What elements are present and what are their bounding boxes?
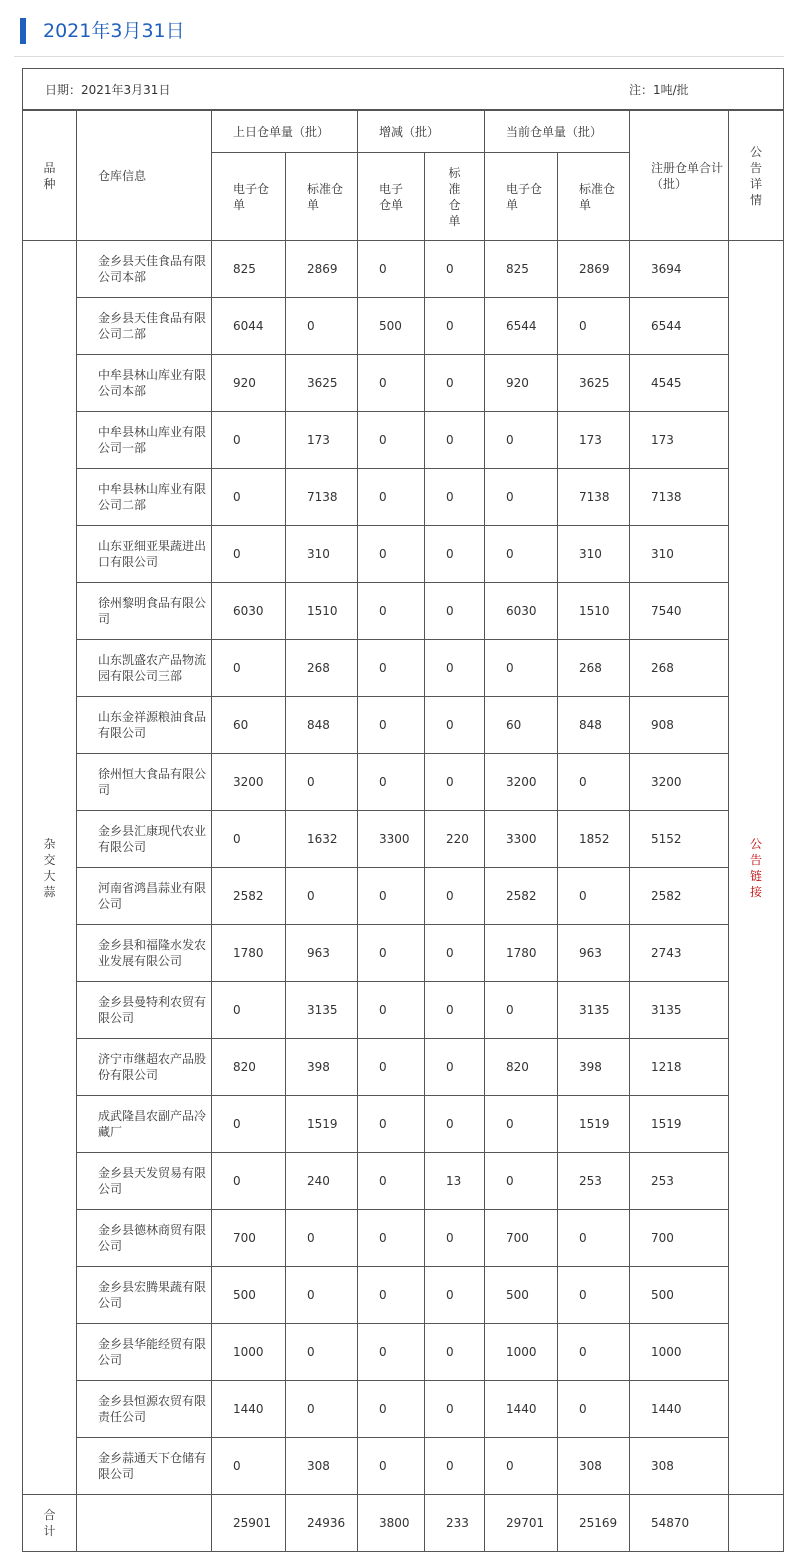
change-standard-cell: 0 xyxy=(425,868,485,925)
date-label: 日期：2021年3月31日 xyxy=(45,83,171,97)
prev-electronic-cell: 0 xyxy=(212,1096,286,1153)
prev-electronic-cell: 0 xyxy=(212,1438,286,1495)
change-electronic-cell: 0 xyxy=(358,868,425,925)
registered-total-cell: 1000 xyxy=(630,1324,729,1381)
prev-electronic-cell: 825 xyxy=(212,241,286,298)
change-standard-cell: 0 xyxy=(425,754,485,811)
registered-total-cell: 5152 xyxy=(630,811,729,868)
change-electronic-cell: 0 xyxy=(358,412,425,469)
warehouse-receipt-table xyxy=(22,68,784,1552)
current-standard-cell: 7138 xyxy=(558,469,630,526)
registered-total-cell: 3200 xyxy=(630,754,729,811)
prev-standard-cell: 308 xyxy=(286,1438,358,1495)
registered-total-cell: 4545 xyxy=(630,355,729,412)
warehouse-name: 徐州恒大食品有限公司 xyxy=(77,754,212,811)
date-row xyxy=(23,69,784,111)
current-electronic-cell: 500 xyxy=(485,1267,558,1324)
table-row xyxy=(23,355,784,412)
change-standard-cell: 0 xyxy=(425,355,485,412)
totals-warehouse-blank xyxy=(77,1495,212,1552)
change-electronic-cell: 0 xyxy=(358,754,425,811)
header-variety: 品种 xyxy=(23,111,77,241)
header-prev: 上日仓单量（批） xyxy=(212,111,358,153)
change-standard-cell: 0 xyxy=(425,1324,485,1381)
header-change-electronic: 电子仓单 xyxy=(358,153,425,241)
table-row xyxy=(23,811,784,868)
table-row xyxy=(23,241,784,298)
current-electronic-cell: 0 xyxy=(485,1438,558,1495)
current-standard-cell: 398 xyxy=(558,1039,630,1096)
total-change-standard-cell: 233 xyxy=(425,1495,485,1552)
change-electronic-cell: 0 xyxy=(358,1267,425,1324)
current-standard-cell: 253 xyxy=(558,1153,630,1210)
current-electronic-cell: 0 xyxy=(485,526,558,583)
warehouse-name: 成武隆昌农副产品冷藏厂 xyxy=(77,1096,212,1153)
table-row xyxy=(23,982,784,1039)
current-electronic-cell: 1440 xyxy=(485,1381,558,1438)
current-standard-cell: 0 xyxy=(558,754,630,811)
current-standard-cell: 1510 xyxy=(558,583,630,640)
header-accent-bar xyxy=(20,18,26,44)
prev-standard-cell: 173 xyxy=(286,412,358,469)
warehouse-name: 金乡县恒源农贸有限责任公司 xyxy=(77,1381,212,1438)
warehouse-name: 金乡县汇康现代农业有限公司 xyxy=(77,811,212,868)
change-electronic-cell: 0 xyxy=(358,1153,425,1210)
header-change-standard: 标准仓单 xyxy=(425,153,485,241)
registered-total-cell: 268 xyxy=(630,640,729,697)
prev-electronic-cell: 60 xyxy=(212,697,286,754)
prev-standard-cell: 3625 xyxy=(286,355,358,412)
prev-electronic-cell: 920 xyxy=(212,355,286,412)
change-standard-cell: 0 xyxy=(425,526,485,583)
current-standard-cell: 963 xyxy=(558,925,630,982)
header-current-standard: 标准仓单 xyxy=(558,153,630,241)
current-standard-cell: 0 xyxy=(558,1267,630,1324)
current-electronic-cell: 3200 xyxy=(485,754,558,811)
change-electronic-cell: 0 xyxy=(358,469,425,526)
notice-link[interactable]: 公告链接 xyxy=(729,241,784,1495)
registered-total-cell: 1519 xyxy=(630,1096,729,1153)
change-electronic-cell: 0 xyxy=(358,1324,425,1381)
prev-standard-cell: 1632 xyxy=(286,811,358,868)
warehouse-name: 徐州黎明食品有限公司 xyxy=(77,583,212,640)
current-electronic-cell: 820 xyxy=(485,1039,558,1096)
change-standard-cell: 0 xyxy=(425,640,485,697)
header-registered-total: 注册仓单合计（批） xyxy=(630,111,729,241)
prev-standard-cell: 0 xyxy=(286,1210,358,1267)
table-row xyxy=(23,412,784,469)
warehouse-name: 金乡县宏腾果蔬有限公司 xyxy=(77,1267,212,1324)
change-electronic-cell: 0 xyxy=(358,1438,425,1495)
registered-total-cell: 2582 xyxy=(630,868,729,925)
warehouse-name: 金乡县和福隆水发农业发展有限公司 xyxy=(77,925,212,982)
totals-notice-blank xyxy=(729,1495,784,1552)
prev-standard-cell: 7138 xyxy=(286,469,358,526)
warehouse-name: 山东凯盛农产品物流园有限公司三部 xyxy=(77,640,212,697)
change-standard-cell: 220 xyxy=(425,811,485,868)
table-row xyxy=(23,697,784,754)
change-electronic-cell: 0 xyxy=(358,1381,425,1438)
header-prev-standard: 标准仓单 xyxy=(286,153,358,241)
current-standard-cell: 0 xyxy=(558,868,630,925)
warehouse-name: 金乡县天发贸易有限公司 xyxy=(77,1153,212,1210)
change-standard-cell: 0 xyxy=(425,1210,485,1267)
change-electronic-cell: 500 xyxy=(358,298,425,355)
change-electronic-cell: 0 xyxy=(358,1039,425,1096)
table-row xyxy=(23,868,784,925)
total-registered-total-cell: 54870 xyxy=(630,1495,729,1552)
prev-electronic-cell: 1440 xyxy=(212,1381,286,1438)
header-change: 增减（批） xyxy=(358,111,485,153)
registered-total-cell: 7540 xyxy=(630,583,729,640)
prev-standard-cell: 2869 xyxy=(286,241,358,298)
page-title: 2021年3月31日 xyxy=(43,20,185,42)
registered-total-cell: 7138 xyxy=(630,469,729,526)
prev-standard-cell: 848 xyxy=(286,697,358,754)
table-row xyxy=(23,1096,784,1153)
registered-total-cell: 500 xyxy=(630,1267,729,1324)
warehouse-name: 中牟县林山库业有限公司一部 xyxy=(77,412,212,469)
current-standard-cell: 0 xyxy=(558,1381,630,1438)
warehouse-name: 济宁市继超农产品股份有限公司 xyxy=(77,1039,212,1096)
table-row xyxy=(23,754,784,811)
current-electronic-cell: 0 xyxy=(485,412,558,469)
change-standard-cell: 0 xyxy=(425,583,485,640)
prev-electronic-cell: 3200 xyxy=(212,754,286,811)
prev-electronic-cell: 0 xyxy=(212,469,286,526)
prev-electronic-cell: 700 xyxy=(212,1210,286,1267)
change-standard-cell: 13 xyxy=(425,1153,485,1210)
change-electronic-cell: 0 xyxy=(358,355,425,412)
table-row xyxy=(23,1324,784,1381)
registered-total-cell: 6544 xyxy=(630,298,729,355)
current-electronic-cell: 0 xyxy=(485,1096,558,1153)
registered-total-cell: 253 xyxy=(630,1153,729,1210)
change-electronic-cell: 3300 xyxy=(358,811,425,868)
current-electronic-cell: 3300 xyxy=(485,811,558,868)
prev-standard-cell: 310 xyxy=(286,526,358,583)
totals-row xyxy=(23,1495,784,1552)
current-electronic-cell: 60 xyxy=(485,697,558,754)
prev-electronic-cell: 6044 xyxy=(212,298,286,355)
warehouse-name: 金乡县天佳食品有限公司本部 xyxy=(77,241,212,298)
prev-electronic-cell: 2582 xyxy=(212,868,286,925)
prev-standard-cell: 240 xyxy=(286,1153,358,1210)
warehouse-name: 金乡县天佳食品有限公司二部 xyxy=(77,298,212,355)
table-row xyxy=(23,925,784,982)
unit-note: 注：1吨/批 xyxy=(629,83,689,97)
variety-cell: 杂交大蒜 xyxy=(23,241,77,1495)
table-row xyxy=(23,526,784,583)
registered-total-cell: 1218 xyxy=(630,1039,729,1096)
total-current-electronic-cell: 29701 xyxy=(485,1495,558,1552)
prev-standard-cell: 0 xyxy=(286,868,358,925)
current-electronic-cell: 1000 xyxy=(485,1324,558,1381)
registered-total-cell: 700 xyxy=(630,1210,729,1267)
table-row xyxy=(23,1438,784,1495)
prev-standard-cell: 0 xyxy=(286,754,358,811)
header-notice: 公告详情 xyxy=(729,111,784,241)
prev-electronic-cell: 0 xyxy=(212,640,286,697)
registered-total-cell: 908 xyxy=(630,697,729,754)
prev-electronic-cell: 500 xyxy=(212,1267,286,1324)
table-row xyxy=(23,469,784,526)
registered-total-cell: 3694 xyxy=(630,241,729,298)
current-standard-cell: 3135 xyxy=(558,982,630,1039)
change-standard-cell: 0 xyxy=(425,1267,485,1324)
current-standard-cell: 1852 xyxy=(558,811,630,868)
warehouse-name: 河南省鸿昌蒜业有限公司 xyxy=(77,868,212,925)
table-row xyxy=(23,298,784,355)
warehouse-name: 山东金祥源粮油食品有限公司 xyxy=(77,697,212,754)
registered-total-cell: 3135 xyxy=(630,982,729,1039)
total-prev-electronic-cell: 25901 xyxy=(212,1495,286,1552)
current-standard-cell: 0 xyxy=(558,1210,630,1267)
prev-electronic-cell: 0 xyxy=(212,526,286,583)
prev-standard-cell: 0 xyxy=(286,1381,358,1438)
current-standard-cell: 3625 xyxy=(558,355,630,412)
change-electronic-cell: 0 xyxy=(358,583,425,640)
current-electronic-cell: 0 xyxy=(485,982,558,1039)
current-electronic-cell: 1780 xyxy=(485,925,558,982)
table-row xyxy=(23,1381,784,1438)
prev-standard-cell: 1519 xyxy=(286,1096,358,1153)
change-standard-cell: 0 xyxy=(425,697,485,754)
total-current-standard-cell: 25169 xyxy=(558,1495,630,1552)
current-standard-cell: 268 xyxy=(558,640,630,697)
current-standard-cell: 1519 xyxy=(558,1096,630,1153)
current-electronic-cell: 700 xyxy=(485,1210,558,1267)
change-electronic-cell: 0 xyxy=(358,982,425,1039)
current-electronic-cell: 2582 xyxy=(485,868,558,925)
prev-electronic-cell: 0 xyxy=(212,982,286,1039)
prev-standard-cell: 268 xyxy=(286,640,358,697)
change-standard-cell: 0 xyxy=(425,241,485,298)
current-standard-cell: 0 xyxy=(558,1324,630,1381)
warehouse-name: 金乡县华能经贸有限公司 xyxy=(77,1324,212,1381)
change-standard-cell: 0 xyxy=(425,469,485,526)
warehouse-name: 中牟县林山库业有限公司二部 xyxy=(77,469,212,526)
table-row xyxy=(23,640,784,697)
warehouse-name: 金乡县曼特利农贸有限公司 xyxy=(77,982,212,1039)
header-current-electronic: 电子仓单 xyxy=(485,153,558,241)
current-electronic-cell: 920 xyxy=(485,355,558,412)
warehouse-name: 中牟县林山库业有限公司本部 xyxy=(77,355,212,412)
change-electronic-cell: 0 xyxy=(358,1210,425,1267)
table-row xyxy=(23,1210,784,1267)
registered-total-cell: 2743 xyxy=(630,925,729,982)
prev-standard-cell: 0 xyxy=(286,298,358,355)
totals-label: 合计 xyxy=(23,1495,77,1552)
change-electronic-cell: 0 xyxy=(358,526,425,583)
table-row xyxy=(23,1267,784,1324)
current-electronic-cell: 6030 xyxy=(485,583,558,640)
prev-electronic-cell: 6030 xyxy=(212,583,286,640)
prev-electronic-cell: 820 xyxy=(212,1039,286,1096)
prev-electronic-cell: 0 xyxy=(212,1153,286,1210)
change-electronic-cell: 0 xyxy=(358,925,425,982)
table-row xyxy=(23,583,784,640)
change-electronic-cell: 0 xyxy=(358,1096,425,1153)
header-warehouse: 仓库信息 xyxy=(77,111,212,241)
prev-electronic-cell: 1000 xyxy=(212,1324,286,1381)
change-standard-cell: 0 xyxy=(425,1096,485,1153)
total-change-electronic-cell: 3800 xyxy=(358,1495,425,1552)
prev-standard-cell: 3135 xyxy=(286,982,358,1039)
warehouse-name: 金乡蒜通天下仓储有限公司 xyxy=(77,1438,212,1495)
registered-total-cell: 308 xyxy=(630,1438,729,1495)
table-row xyxy=(23,1039,784,1096)
registered-total-cell: 1440 xyxy=(630,1381,729,1438)
current-standard-cell: 310 xyxy=(558,526,630,583)
registered-total-cell: 173 xyxy=(630,412,729,469)
prev-standard-cell: 0 xyxy=(286,1267,358,1324)
header-prev-electronic: 电子仓单 xyxy=(212,153,286,241)
warehouse-name: 金乡县德林商贸有限公司 xyxy=(77,1210,212,1267)
change-standard-cell: 0 xyxy=(425,298,485,355)
current-electronic-cell: 0 xyxy=(485,640,558,697)
current-standard-cell: 0 xyxy=(558,298,630,355)
prev-standard-cell: 1510 xyxy=(286,583,358,640)
prev-standard-cell: 963 xyxy=(286,925,358,982)
current-electronic-cell: 6544 xyxy=(485,298,558,355)
change-electronic-cell: 0 xyxy=(358,640,425,697)
change-standard-cell: 0 xyxy=(425,1438,485,1495)
current-standard-cell: 308 xyxy=(558,1438,630,1495)
current-electronic-cell: 0 xyxy=(485,1153,558,1210)
prev-standard-cell: 398 xyxy=(286,1039,358,1096)
current-standard-cell: 848 xyxy=(558,697,630,754)
prev-electronic-cell: 0 xyxy=(212,811,286,868)
prev-electronic-cell: 1780 xyxy=(212,925,286,982)
current-standard-cell: 2869 xyxy=(558,241,630,298)
current-standard-cell: 173 xyxy=(558,412,630,469)
change-electronic-cell: 0 xyxy=(358,697,425,754)
change-standard-cell: 0 xyxy=(425,412,485,469)
current-electronic-cell: 0 xyxy=(485,469,558,526)
change-standard-cell: 0 xyxy=(425,1039,485,1096)
current-electronic-cell: 825 xyxy=(485,241,558,298)
page-header xyxy=(14,12,784,57)
change-electronic-cell: 0 xyxy=(358,241,425,298)
change-standard-cell: 0 xyxy=(425,1381,485,1438)
registered-total-cell: 310 xyxy=(630,526,729,583)
table-row xyxy=(23,1153,784,1210)
change-standard-cell: 0 xyxy=(425,982,485,1039)
change-standard-cell: 0 xyxy=(425,925,485,982)
prev-standard-cell: 0 xyxy=(286,1324,358,1381)
total-prev-standard-cell: 24936 xyxy=(286,1495,358,1552)
warehouse-name: 山东亚细亚果蔬进出口有限公司 xyxy=(77,526,212,583)
header-current: 当前仓单量（批） xyxy=(485,111,630,153)
prev-electronic-cell: 0 xyxy=(212,412,286,469)
